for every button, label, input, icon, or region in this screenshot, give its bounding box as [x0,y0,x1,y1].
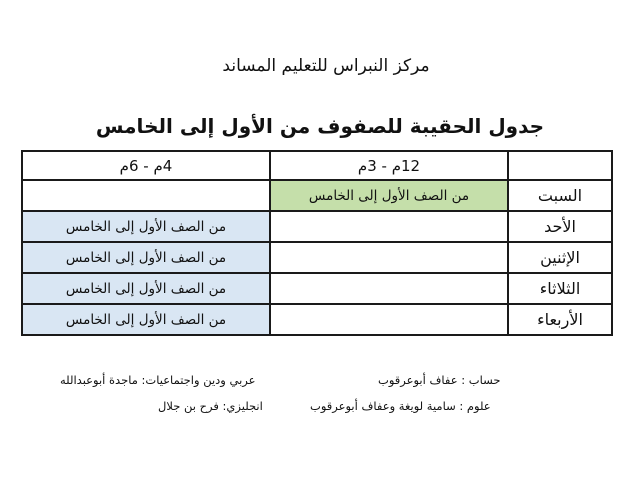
schedule-table [21,150,613,336]
time-slot-4-6: 4م - 6م [22,151,270,180]
header-row [22,151,612,180]
staff-arabic-religion-social: عربي ودين واجتماعيات: ماجدة أبوعبدالله [60,373,256,387]
staff-english: انجليزي: فرح بن جلال [158,399,263,413]
day-monday: الإثنين [508,242,612,273]
tuesday-evening-cell: من الصف الأول إلى الخامس [22,273,270,304]
schedule-title: جدول الحقيبة للصفوف من الأول إلى الخامس [95,114,545,138]
saturday-evening-cell [22,180,270,211]
table-row [22,304,612,335]
staff-science: علوم : سامية لويغة وعفاف أبوعرقوب [310,399,491,413]
corner-cell [508,151,612,180]
table-row [22,180,612,211]
wednesday-evening-cell: من الصف الأول إلى الخامس [22,304,270,335]
day-sunday: الأحد [508,211,612,242]
day-wednesday: الأربعاء [508,304,612,335]
monday-afternoon-cell [270,242,508,273]
saturday-afternoon-cell: من الصف الأول إلى الخامس [270,180,508,211]
tuesday-afternoon-cell [270,273,508,304]
day-saturday: السبت [508,180,612,211]
sunday-evening-cell: من الصف الأول إلى الخامس [22,211,270,242]
time-slot-12-3: 12م - 3م [270,151,508,180]
center-name: مركز النبراس للتعليم المساند [222,56,430,76]
table-row [22,211,612,242]
monday-evening-cell: من الصف الأول إلى الخامس [22,242,270,273]
wednesday-afternoon-cell [270,304,508,335]
day-tuesday: الثلاثاء [508,273,612,304]
staff-math: حساب : عفاف أبوعرقوب [378,373,501,387]
table-row [22,242,612,273]
sunday-afternoon-cell [270,211,508,242]
table-row [22,273,612,304]
